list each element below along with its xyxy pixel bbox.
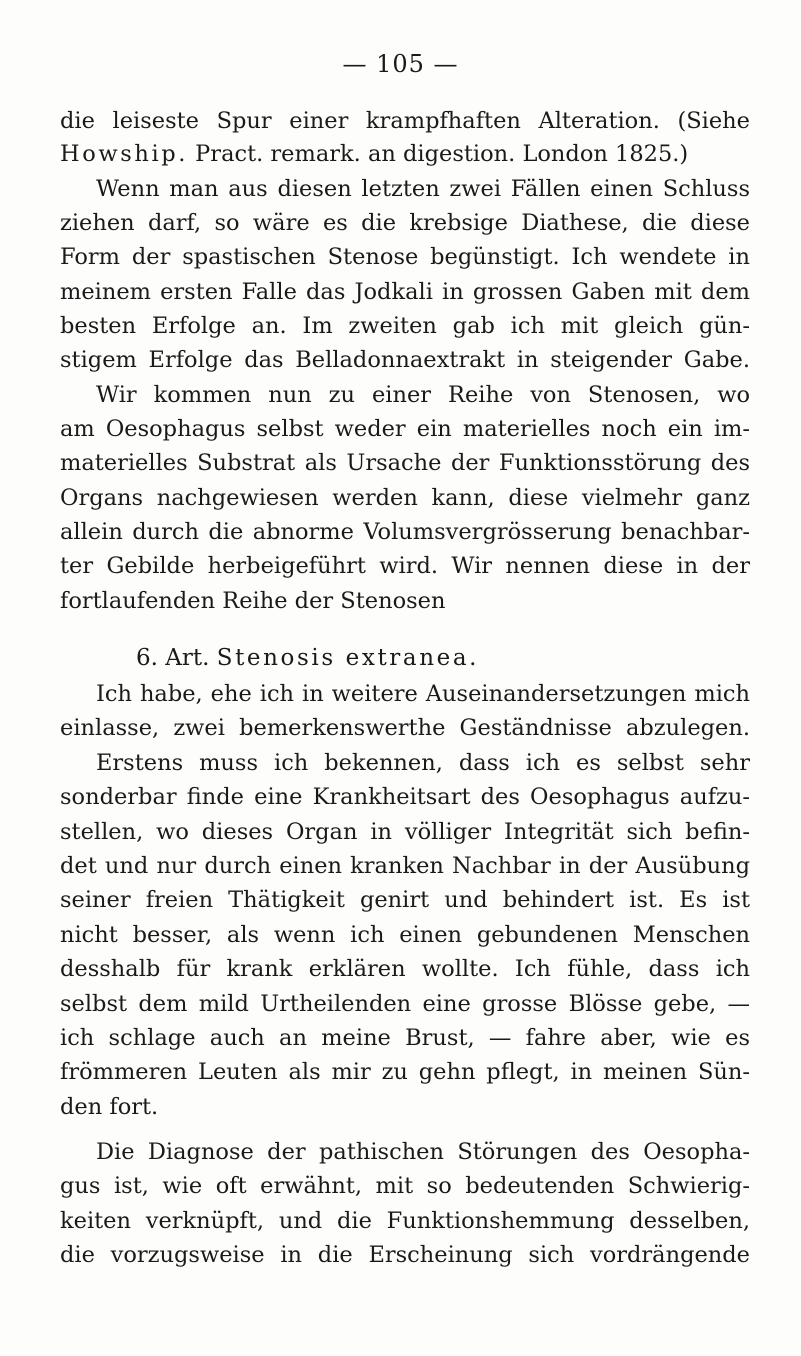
text-line: keiten verknüpft, und die Funktionshemmung desselben, — [60, 1208, 750, 1234]
text-line: ziehen darf, so wäre es die krebsige Diathese, die diese — [60, 210, 750, 236]
text-line: meinem ersten Falle das Jodkali in grossen Gaben mit dem — [60, 279, 750, 305]
text-line: Organs nachgewiesen werden kann, diese vielmehr ganz — [60, 485, 750, 511]
text-line: sonderbar finde eine Krankheitsart des Oesophagus aufzu- — [60, 784, 750, 810]
text-line: die leiseste Spur einer krampfhaften Alteration. (Siehe — [60, 108, 750, 134]
text-line — [60, 138, 750, 171]
text-line: fortlaufenden Reihe der Stenosen — [60, 588, 446, 614]
section-title: Stenosis extranea. — [216, 645, 480, 671]
text-line: besten Erfolge an. Im zweiten gab ich mit gleich gün- — [60, 313, 750, 339]
text-line: desshalb für krank erklären wollte. Ich fühle, dass ich — [60, 956, 750, 982]
text-line: ich schlage auch an meine Brust, — fahre aber, wie es — [60, 1025, 750, 1051]
text-line: stigem Erfolge das Belladonnaextrakt in steigender Gabe. — [60, 347, 750, 373]
text-line: materielles Substrat als Ursache der Funktionsstörung des — [60, 450, 750, 476]
text-line: Ich habe, ehe ich in weitere Auseinandersetzungen mich — [96, 681, 750, 707]
page-number: — 105 — — [342, 50, 459, 78]
text-line: Form der spastischen Stenose begünstigt. Ich wendete in — [60, 244, 750, 270]
text-line: am Oesophagus selbst weder ein materielles noch ein im- — [60, 416, 750, 442]
text-line: den fort. — [60, 1094, 159, 1120]
section-number: 6. Art. — [136, 645, 210, 671]
text-line: nicht besser, als wenn ich einen gebundenen Menschen — [60, 922, 750, 948]
text-line: die vorzugsweise in die Erscheinung sich vordrängende — [60, 1242, 750, 1268]
text-line: stellen, wo dieses Organ in völliger Integrität sich befin- — [60, 819, 750, 845]
section-heading — [136, 642, 479, 675]
author-name: Howship. — [60, 141, 189, 167]
text-line: einlasse, zwei bemerkenswerthe Geständnisse abzulegen. — [60, 715, 750, 741]
text-line: selbst dem mild Urtheilenden eine grosse Blösse gebe, — — [60, 991, 750, 1017]
text-line: Erstens muss ich bekennen, dass ich es selbst sehr — [96, 750, 750, 776]
text-line: Wir kommen nun zu einer Reihe von Stenosen, wo — [96, 382, 750, 408]
text-line: frömmeren Leuten als mir zu gehn pflegt, in meinen Sün- — [60, 1059, 750, 1085]
citation-rest: Pract. remark. an digestion. London 1825.) — [195, 141, 689, 167]
text-line: allein durch die abnorme Volumsvergrösserung benachbar- — [60, 519, 750, 545]
text-line: Die Diagnose der pathischen Störungen des Oesopha- — [96, 1139, 750, 1165]
text-line: seiner freien Thätigkeit genirt und behindert ist. Es ist — [60, 887, 750, 913]
text-line: det und nur durch einen kranken Nachbar in der Ausübung — [60, 853, 750, 879]
text-line: gus ist, wie oft erwähnt, mit so bedeutenden Schwierig- — [60, 1173, 750, 1199]
text-line: ter Gebilde herbeigeführt wird. Wir nennen diese in der — [60, 553, 750, 579]
text-line: Wenn man aus diesen letzten zwei Fällen einen Schluss — [96, 176, 750, 202]
